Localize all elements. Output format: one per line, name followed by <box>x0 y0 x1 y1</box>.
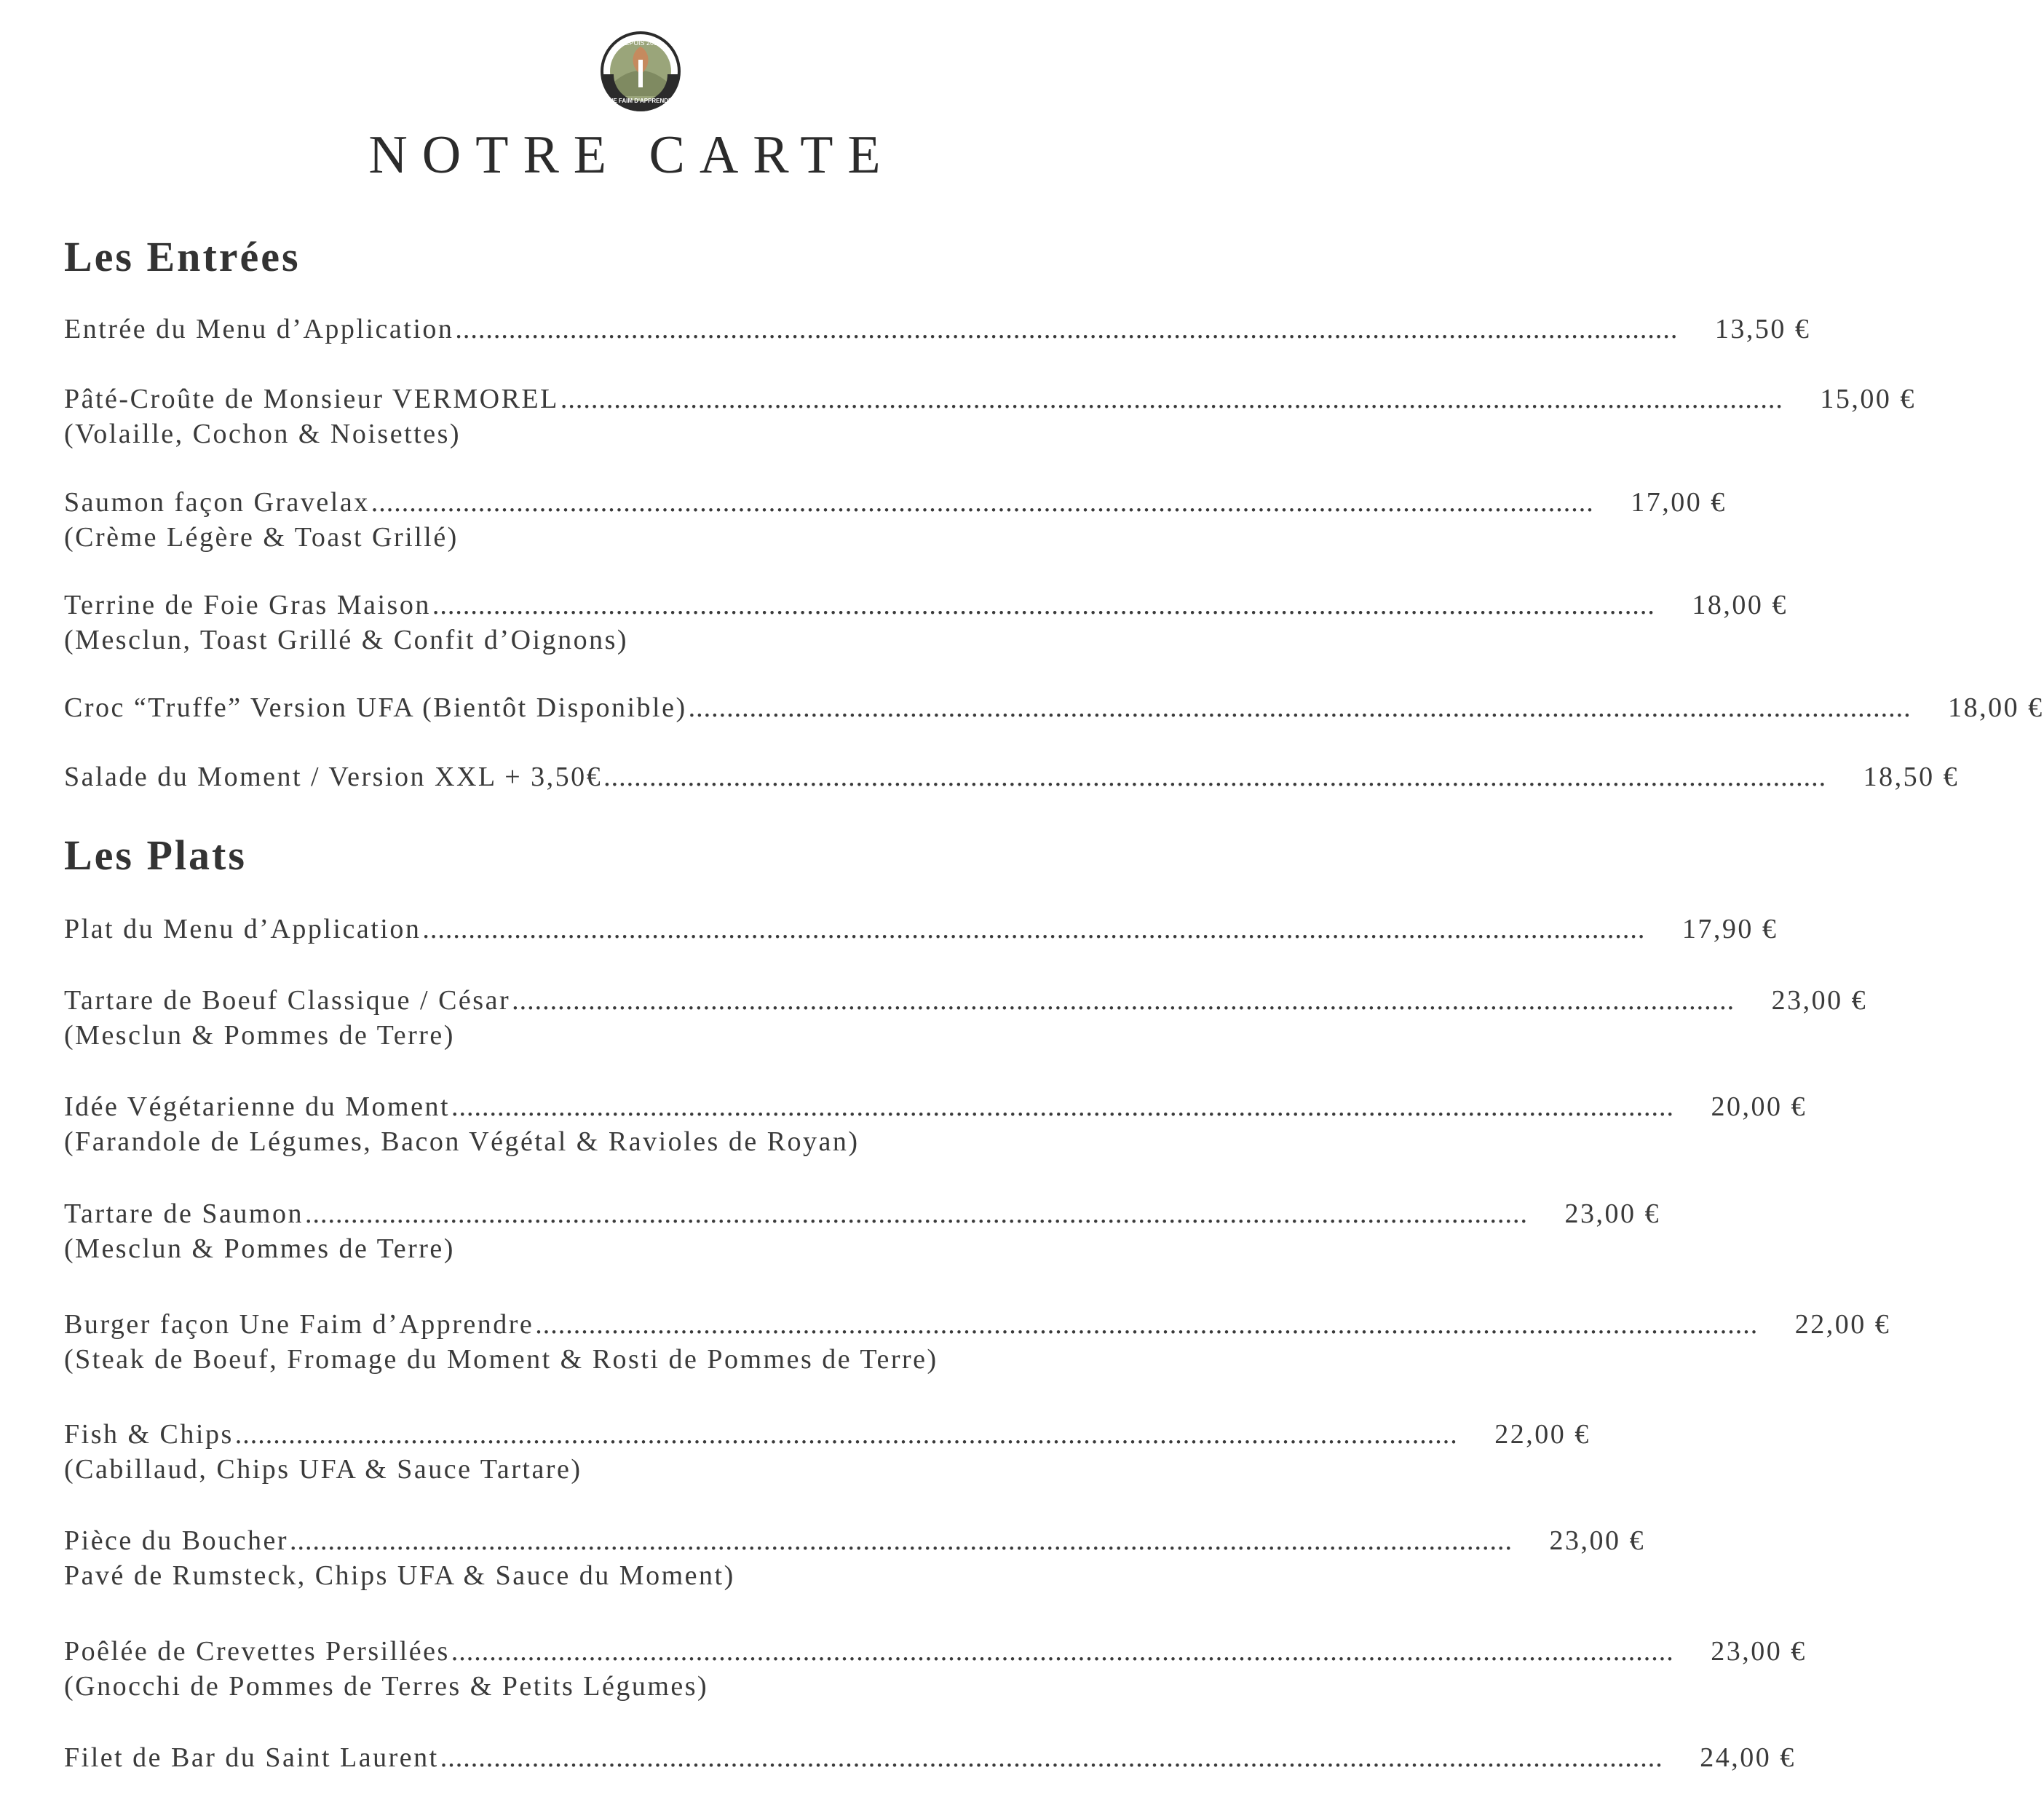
item-price: 23,00 € <box>1771 985 1868 1016</box>
item-price: 22,00 € <box>1794 1309 1891 1340</box>
item-description: (Farandole de Légumes, Bacon Végétal & Ravioles de Royan) <box>64 1126 860 1157</box>
menu-item <box>64 1634 1807 1704</box>
item-name: Filet de Bar du Saint Laurent <box>64 1740 440 1775</box>
item-name: Saumon façon Gravelax <box>64 485 371 520</box>
item-name: Salade du Moment / Version XXL + 3,50€ <box>64 759 603 794</box>
item-name-row: Fish & Chips ................................................................................................................................................................ <box>64 1417 1459 1452</box>
item-price: 18,00 € <box>1692 590 1788 620</box>
menu-item <box>64 912 1778 947</box>
item-name: Pâté-Croûte de Monsieur VERMOREL <box>64 382 560 416</box>
item-name-row: Saumon façon Gravelax ................................................................................................................................................................ <box>64 485 1596 520</box>
item-price: 15,00 € <box>1820 384 1916 414</box>
menu-item <box>64 983 1868 1053</box>
menu-item <box>64 312 1811 347</box>
item-price: 24,00 € <box>1700 1742 1796 1773</box>
item-description: Pavé de Rumsteck, Chips UFA & Sauce du Moment) <box>64 1560 735 1591</box>
item-price: 18,00 € <box>1948 692 2044 723</box>
item-price: 18,50 € <box>1863 762 1960 792</box>
section-title-plats: Les Plats <box>64 832 247 879</box>
menu-item <box>64 485 1727 555</box>
item-price: 13,50 € <box>1714 314 1811 344</box>
item-name: Tartare de Saumon <box>64 1196 305 1231</box>
item-name-row: Poêlée de Crevettes Persillées ................................................................................................................................................................ <box>64 1634 1676 1669</box>
item-description: (Mesclun, Toast Grillé & Confit d’Oignons) <box>64 625 629 655</box>
item-name-row: Burger façon Une Faim d’Apprendre ................................................................................................................................................................ <box>64 1307 1759 1342</box>
menu-item <box>64 1417 1591 1487</box>
item-price: 23,00 € <box>1564 1198 1660 1229</box>
item-price: 23,00 € <box>1711 1636 1807 1667</box>
menu-item <box>64 1523 1646 1593</box>
item-description: (Cabillaud, Chips UFA & Sauce Tartare) <box>64 1454 582 1485</box>
item-name: Plat du Menu d’Application <box>64 912 422 947</box>
item-name-row: Filet de Bar du Saint Laurent ................................................................................................................................................................ <box>64 1740 1665 1775</box>
logo-top-text: DEPUIS 2018 <box>619 39 662 47</box>
item-description: (Volaille, Cochon & Noisettes) <box>64 419 462 449</box>
item-price: 17,00 € <box>1631 487 1727 518</box>
page-title: NOTRE CARTE <box>368 125 895 185</box>
item-name-row: Terrine de Foie Gras Maison ................................................................................................................................................................ <box>64 588 1657 623</box>
item-description: (Gnocchi de Pommes de Terres & Petits Légumes) <box>64 1671 709 1702</box>
item-name: Entrée du Menu d’Application <box>64 312 455 347</box>
item-description: (Mesclun & Pommes de Terre) <box>64 1020 455 1051</box>
item-name: Croc “Truffe” Version UFA (Bientôt Disponible) <box>64 690 689 725</box>
menu-item <box>64 1196 1660 1266</box>
item-name: Pièce du Boucher <box>64 1523 290 1558</box>
item-name-row: Pâté-Croûte de Monsieur VERMOREL ................................................................................................................................................................ <box>64 382 1785 416</box>
item-description: (Steak de Boeuf, Fromage du Moment & Rosti de Pommes de Terre) <box>64 1344 938 1375</box>
item-name-row: Salade du Moment / Version XXL + 3,50€ ................................................................................................................................................................ <box>64 759 1828 794</box>
item-price: 22,00 € <box>1494 1419 1591 1450</box>
item-name-row: Idée Végétarienne du Moment ................................................................................................................................................................ <box>64 1089 1676 1124</box>
item-name-row: Tartare de Boeuf Classique / César ................................................................................................................................................................ <box>64 983 1736 1018</box>
item-name-row: Croc “Truffe” Version UFA (Bientôt Disponible) ................................................................................................................................................................ <box>64 690 1913 725</box>
item-price: 23,00 € <box>1549 1525 1646 1556</box>
item-price: 17,90 € <box>1681 914 1778 944</box>
logo-ring-text: UNE FAIM D'APPRENDRE <box>604 98 677 104</box>
item-name-row: Plat du Menu d’Application ................................................................................................................................................................ <box>64 912 1647 947</box>
menu-item <box>64 382 1916 451</box>
item-name: Poêlée de Crevettes Persillées <box>64 1634 451 1669</box>
item-description: (Crème Légère & Toast Grillé) <box>64 522 459 553</box>
item-name: Fish & Chips <box>64 1417 235 1452</box>
item-name: Idée Végétarienne du Moment <box>64 1089 451 1124</box>
item-name-row: Tartare de Saumon ................................................................................................................................................................ <box>64 1196 1529 1231</box>
menu-item <box>64 690 2044 725</box>
item-name: Burger façon Une Faim d’Apprendre <box>64 1307 535 1342</box>
menu-item <box>64 759 1960 794</box>
menu-item <box>64 1740 1796 1775</box>
section-title-entrees: Les Entrées <box>64 233 301 280</box>
menu-item <box>64 588 1788 657</box>
menu-item <box>64 1089 1807 1159</box>
item-price: 20,00 € <box>1711 1091 1807 1122</box>
item-description: (Mesclun & Pommes de Terre) <box>64 1233 455 1264</box>
item-name-row: Entrée du Menu d’Application ................................................................................................................................................................ <box>64 312 1679 347</box>
menu-item <box>64 1307 1891 1377</box>
item-name-row: Pièce du Boucher ................................................................................................................................................................ <box>64 1523 1514 1558</box>
item-name: Tartare de Boeuf Classique / César <box>64 983 512 1018</box>
item-name: Terrine de Foie Gras Maison <box>64 588 432 623</box>
